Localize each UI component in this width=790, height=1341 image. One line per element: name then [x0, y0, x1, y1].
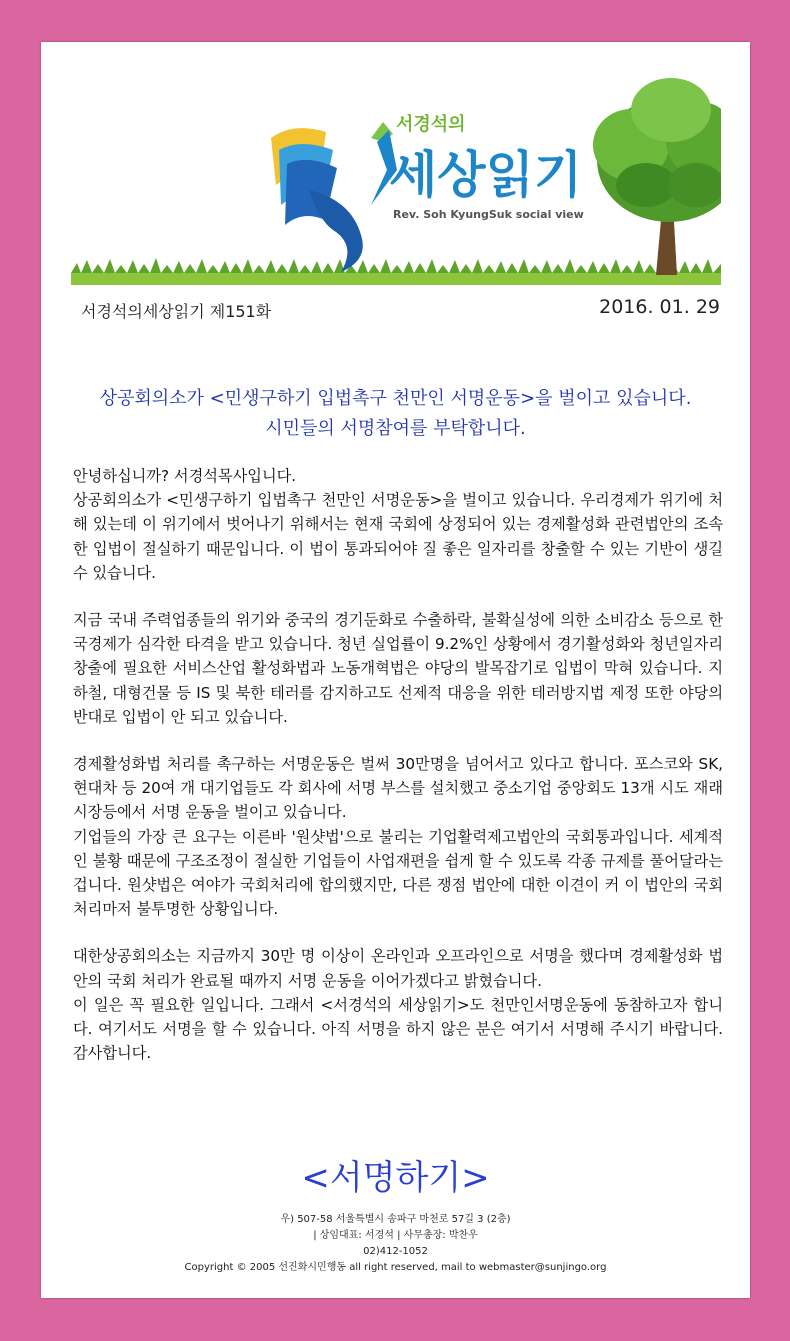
grass-strip: [71, 258, 721, 285]
paragraph-1: 안녕하십니까? 서경석목사입니다. 상공회의소가 <민생구하기 입법촉구 천만인 서명운동>을 벌이고 있습니다. 우리경제가 위기에 처해 있는데 이 위기에서 벗어나기 위해서는 현재 국회에 상정되어 있는 경제활성화 관련법안의 조속한 입법이 절실하기 때문입니다. 이 법이 통과되어야 질 좋은 일자리를 창출할 수 있는 기반이 생길 수 있습니다.: [73, 467, 723, 582]
logo-book-icon: [271, 122, 397, 272]
logo-subtitle-text: Rev. Soh KyungSuk social view: [393, 208, 584, 221]
issue-date: 2016. 01. 29: [599, 296, 720, 318]
sign-petition-link[interactable]: <서명하기>: [301, 1158, 490, 1198]
newsletter-card: [41, 42, 750, 1298]
footer-copyright: Copyright © 2005 선진화시민행동 all right reserved, mail to webmaster@sunjingo.org: [184, 1262, 607, 1273]
headline-line-1: 상공회의소가 <민생구하기 입법촉구 천만인 서명운동>을 벌이고 있습니다.: [99, 388, 692, 409]
headline-line-2: 시민들의 서명참여를 부탁합니다.: [265, 418, 526, 439]
article-body: [73, 464, 723, 1088]
banner: [71, 60, 721, 310]
logo-small-text: 서경석의: [396, 114, 466, 135]
headline: [61, 384, 730, 444]
tree-icon: [593, 78, 721, 275]
paragraph-2: 지금 국내 주력업종들의 위기와 중국의 경기둔화로 수출하락, 불확실성에 의한 소비감소 등으로 한국경제가 심각한 타격을 받고 있습니다. 청년 실업률이 9.2%인 상황에서 경기활성화와 청년일자리 창출에 필요한 서비스산업 활성화법과 노동개혁법은 야당의 발목잡기로 입법이 막혀 있습니다. 지하철, 대형건물 등 IS 및 북한 테러를 감지하고도 선제적 대응을 위한 테러방지법 제정 또한 야당의 반대로 입법이 안 되고 있습니다.: [73, 611, 723, 726]
footer: [41, 1212, 750, 1276]
paragraph-4: 대한상공회의소는 지금까지 30만 명 이상이 온라인과 오프라인으로 서명을 했다며 경제활성화 법안의 국회 처리가 완료될 때까지 서명 운동을 이어가겠다고 밝혔습니다. 이 일은 꼭 필요한 일입니다. 그래서 <서경석의 세상읽기>도 천만인서명운동에 동참하고자 합니다. 여기서도 서명을 할 수 있습니다. 아직 서명을 하지 않은 분은 여기서 서명해 주시기 바랍니다. 감사합니다.: [73, 947, 723, 1063]
paragraph-3: 경제활성화법 처리를 촉구하는 서명운동은 벌써 30만명을 넘어서고 있다고 합니다. 포스코와 SK, 현대차 등 20여 개 대기업들도 각 회사에 서명 부스를 설치했고 중소기업 중앙회도 13개 시도 재래시장등에서 서명 운동을 벌이고 있습니다. 기업들의 가장 큰 요구는 이른바 '원샷법'으로 불리는 기업활력제고법안의 국회통과입니다. 세계적인 불황 때문에 구조조정이 절실한 기업들이 사업재편을 쉽게 할 수 있도록 각종 규제를 풀어달라는 겁니다. 원샷법은 여야가 국회처리에 합의했지만, 다른 쟁점 법안에 대한 이견이 커 이 법안의 국회처리마저 불투명한 상황입니다.: [73, 755, 723, 919]
logo-title-text: 세상읽기: [389, 146, 583, 204]
footer-representatives: | 상임대표: 서경석 | 사무총장: 박찬우: [313, 1230, 478, 1241]
issue-label: 서경석의세상읽기 제151화: [81, 302, 272, 321]
footer-phone: 02)412-1052: [363, 1246, 428, 1257]
footer-address: 우) 507-58 서울특별시 송파구 마천로 57길 3 (2층): [280, 1214, 511, 1225]
